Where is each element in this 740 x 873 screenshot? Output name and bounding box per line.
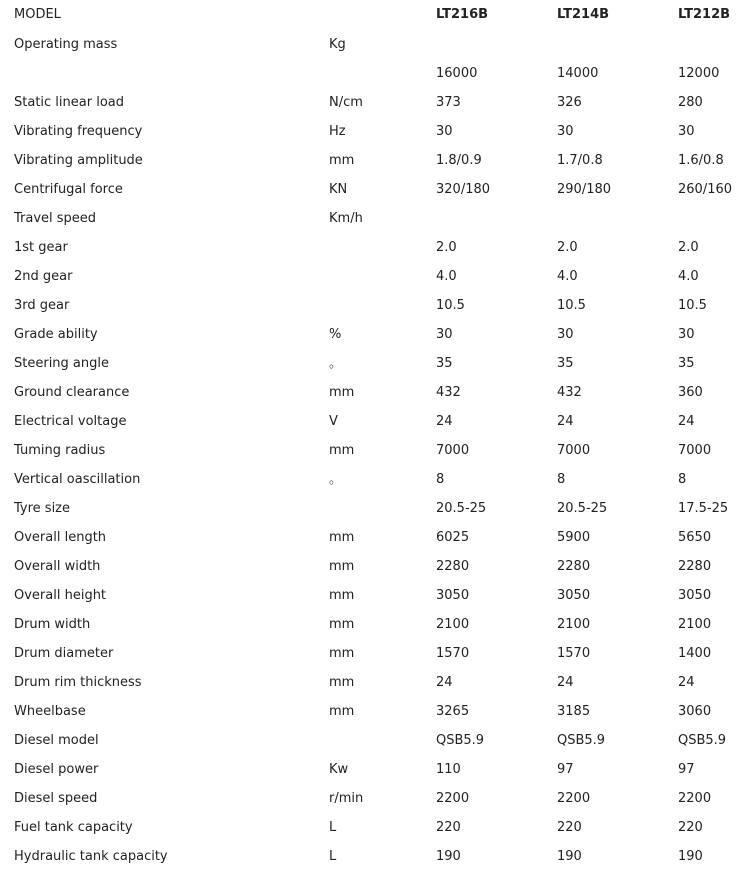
spec-unit: 。 <box>329 356 343 371</box>
table-row <box>0 755 740 784</box>
spec-label: Drum rim thickness <box>14 675 142 690</box>
spec-value: 2100 <box>436 617 470 632</box>
spec-table-body <box>0 30 740 871</box>
spec-value: 2280 <box>678 559 712 574</box>
spec-value: 16000 <box>436 66 478 81</box>
table-row <box>0 349 740 378</box>
table-row <box>0 465 740 494</box>
model-header-lt212b: LT212B <box>678 7 731 22</box>
spec-value: 24 <box>557 675 574 690</box>
spec-label <box>0 59 315 88</box>
spec-value: 260/160 <box>678 182 733 197</box>
spec-value: 12000 <box>678 66 720 81</box>
spec-label: Electrical voltage <box>14 414 127 429</box>
table-row <box>0 204 740 233</box>
spec-value: 110 <box>436 762 461 777</box>
table-row <box>0 407 740 436</box>
table-row <box>0 552 740 581</box>
spec-value: 7000 <box>557 443 591 458</box>
spec-label: 1st gear <box>14 240 68 255</box>
spec-unit <box>315 726 425 755</box>
table-row <box>0 523 740 552</box>
spec-unit: mm <box>329 530 355 545</box>
spec-value: 2.0 <box>436 240 457 255</box>
spec-unit <box>315 291 425 320</box>
spec-value: 432 <box>557 385 582 400</box>
spec-value: 290/180 <box>557 182 612 197</box>
spec-label: Drum width <box>14 617 91 632</box>
spec-value: 1570 <box>557 646 591 661</box>
spec-unit <box>315 59 425 88</box>
spec-value: QSB5.9 <box>436 733 485 748</box>
spec-label: Hydraulic tank capacity <box>14 849 168 864</box>
spec-unit: Hz <box>329 124 346 139</box>
spec-value: 2.0 <box>678 240 699 255</box>
spec-value: 35 <box>678 356 695 371</box>
spec-unit: mm <box>329 443 355 458</box>
spec-label: Steering angle <box>14 356 109 371</box>
spec-value: 190 <box>557 849 582 864</box>
spec-value: 2100 <box>678 617 712 632</box>
table-row <box>0 697 740 726</box>
spec-label: Overall width <box>14 559 101 574</box>
spec-value: 2280 <box>557 559 591 574</box>
model-header-lt214b: LT214B <box>557 7 610 22</box>
spec-label: Ground clearance <box>14 385 130 400</box>
spec-label: Diesel model <box>14 733 99 748</box>
table-row <box>0 813 740 842</box>
spec-unit: L <box>329 820 337 835</box>
spec-value: 3185 <box>557 704 591 719</box>
spec-value: 373 <box>436 95 461 110</box>
spec-label: Overall height <box>14 588 107 603</box>
spec-unit: L <box>329 849 337 864</box>
spec-unit: mm <box>329 617 355 632</box>
spec-label: Diesel power <box>14 762 99 777</box>
table-row <box>0 842 740 871</box>
spec-value: 8 <box>557 472 566 487</box>
spec-value: 24 <box>436 414 453 429</box>
table-row <box>0 59 740 88</box>
spec-value: 326 <box>557 95 582 110</box>
spec-label: Drum diameter <box>14 646 114 661</box>
spec-value: 2200 <box>557 791 591 806</box>
spec-value: 8 <box>678 472 687 487</box>
spec-unit: 。 <box>329 472 343 487</box>
spec-value: 24 <box>678 675 695 690</box>
spec-value: 30 <box>678 327 695 342</box>
spec-label: Grade ability <box>14 327 98 342</box>
spec-label: Vertical oascillation <box>14 472 141 487</box>
spec-value: 10.5 <box>436 298 465 313</box>
spec-value: 30 <box>557 327 574 342</box>
table-row <box>0 610 740 639</box>
spec-value: 1.8/0.9 <box>436 153 482 168</box>
spec-value: 7000 <box>436 443 470 458</box>
spec-unit: mm <box>329 675 355 690</box>
spec-unit: mm <box>329 559 355 574</box>
spec-label: Centrifugal force <box>14 182 123 197</box>
spec-value: 7000 <box>678 443 712 458</box>
spec-value: 14000 <box>557 66 599 81</box>
spec-unit <box>315 494 425 523</box>
spec-label: Static linear load <box>14 95 124 110</box>
model-header-lt216b: LT216B <box>436 7 489 22</box>
spec-value: 10.5 <box>678 298 707 313</box>
spec-unit: Kg <box>329 37 346 52</box>
spec-label: Operating mass <box>14 37 118 52</box>
spec-unit: N/cm <box>329 95 363 110</box>
spec-label: Fuel tank capacity <box>14 820 133 835</box>
table-row <box>0 262 740 291</box>
spec-value: 30 <box>678 124 695 139</box>
spec-label: Overall length <box>14 530 107 545</box>
spec-value: 220 <box>557 820 582 835</box>
header-row <box>0 0 740 30</box>
spec-label: Tyre size <box>14 501 71 516</box>
spec-value: 1.6/0.8 <box>678 153 724 168</box>
spec-unit: Kw <box>329 762 349 777</box>
spec-value <box>425 204 546 233</box>
spec-value: 30 <box>436 124 453 139</box>
spec-value: 3050 <box>678 588 712 603</box>
spec-value: QSB5.9 <box>678 733 727 748</box>
spec-value: 97 <box>557 762 574 777</box>
spec-value: 3060 <box>678 704 712 719</box>
spec-value: 24 <box>678 414 695 429</box>
spec-unit <box>315 262 425 291</box>
spec-value: 190 <box>678 849 703 864</box>
spec-value: 97 <box>678 762 695 777</box>
spec-value: QSB5.9 <box>557 733 606 748</box>
spec-value: 2100 <box>557 617 591 632</box>
spec-value: 1570 <box>436 646 470 661</box>
spec-value: 220 <box>678 820 703 835</box>
spec-unit: KN <box>329 182 348 197</box>
spec-value: 2.0 <box>557 240 578 255</box>
spec-label: 3rd gear <box>14 298 70 313</box>
spec-value: 1400 <box>678 646 712 661</box>
spec-value: 24 <box>557 414 574 429</box>
spec-value: 20.5-25 <box>557 501 608 516</box>
table-row <box>0 233 740 262</box>
spec-value: 35 <box>436 356 453 371</box>
table-row <box>0 117 740 146</box>
spec-value: 17.5-25 <box>678 501 729 516</box>
spec-unit: V <box>329 414 338 429</box>
spec-unit: % <box>329 327 342 342</box>
spec-value: 10.5 <box>557 298 586 313</box>
spec-value: 360 <box>678 385 703 400</box>
spec-unit: mm <box>329 153 355 168</box>
spec-unit: r/min <box>329 791 364 806</box>
spec-value: 6025 <box>436 530 470 545</box>
spec-value: 1.7/0.8 <box>557 153 603 168</box>
spec-unit <box>315 233 425 262</box>
spec-value: 320/180 <box>436 182 491 197</box>
spec-label: Vibrating amplitude <box>14 153 143 168</box>
spec-value: 4.0 <box>557 269 578 284</box>
spec-unit: mm <box>329 646 355 661</box>
table-row <box>0 88 740 117</box>
table-row <box>0 30 740 59</box>
spec-unit: mm <box>329 704 355 719</box>
spec-label: 2nd gear <box>14 269 73 284</box>
table-row <box>0 639 740 668</box>
table-row <box>0 378 740 407</box>
spec-value: 20.5-25 <box>436 501 487 516</box>
spec-label: Tuming radius <box>14 443 106 458</box>
spec-value: 3265 <box>436 704 470 719</box>
spec-value: 2280 <box>436 559 470 574</box>
spec-value <box>546 204 667 233</box>
table-row <box>0 726 740 755</box>
spec-value: 24 <box>436 675 453 690</box>
spec-value: 30 <box>557 124 574 139</box>
spec-value: 2200 <box>678 791 712 806</box>
spec-value: 4.0 <box>436 269 457 284</box>
spec-value: 280 <box>678 95 703 110</box>
spec-value: 5900 <box>557 530 591 545</box>
spec-value: 30 <box>436 327 453 342</box>
spec-unit: Km/h <box>329 211 363 226</box>
spec-value: 3050 <box>436 588 470 603</box>
table-row <box>0 436 740 465</box>
spec-label: Travel speed <box>14 211 97 226</box>
table-row <box>0 175 740 204</box>
table-row <box>0 146 740 175</box>
spec-value: 5650 <box>678 530 712 545</box>
spec-value: 3050 <box>557 588 591 603</box>
spec-value: 2200 <box>436 791 470 806</box>
spec-value: 432 <box>436 385 461 400</box>
spec-value: 8 <box>436 472 445 487</box>
table-row <box>0 784 740 813</box>
spec-value <box>667 204 740 233</box>
spec-value: 220 <box>436 820 461 835</box>
table-row <box>0 320 740 349</box>
spec-unit: mm <box>329 385 355 400</box>
spec-label: Wheelbase <box>14 704 86 719</box>
spec-value <box>667 30 740 59</box>
unit-header <box>315 0 425 30</box>
spec-unit: mm <box>329 588 355 603</box>
spec-value: 190 <box>436 849 461 864</box>
table-row <box>0 668 740 697</box>
spec-value <box>425 30 546 59</box>
spec-value <box>546 30 667 59</box>
spec-value: 35 <box>557 356 574 371</box>
spec-value: 4.0 <box>678 269 699 284</box>
spec-label: Diesel speed <box>14 791 98 806</box>
spec-label: Vibrating frequency <box>14 124 143 139</box>
model-header-label: MODEL <box>14 7 61 22</box>
table-row <box>0 494 740 523</box>
table-row <box>0 291 740 320</box>
table-row <box>0 581 740 610</box>
